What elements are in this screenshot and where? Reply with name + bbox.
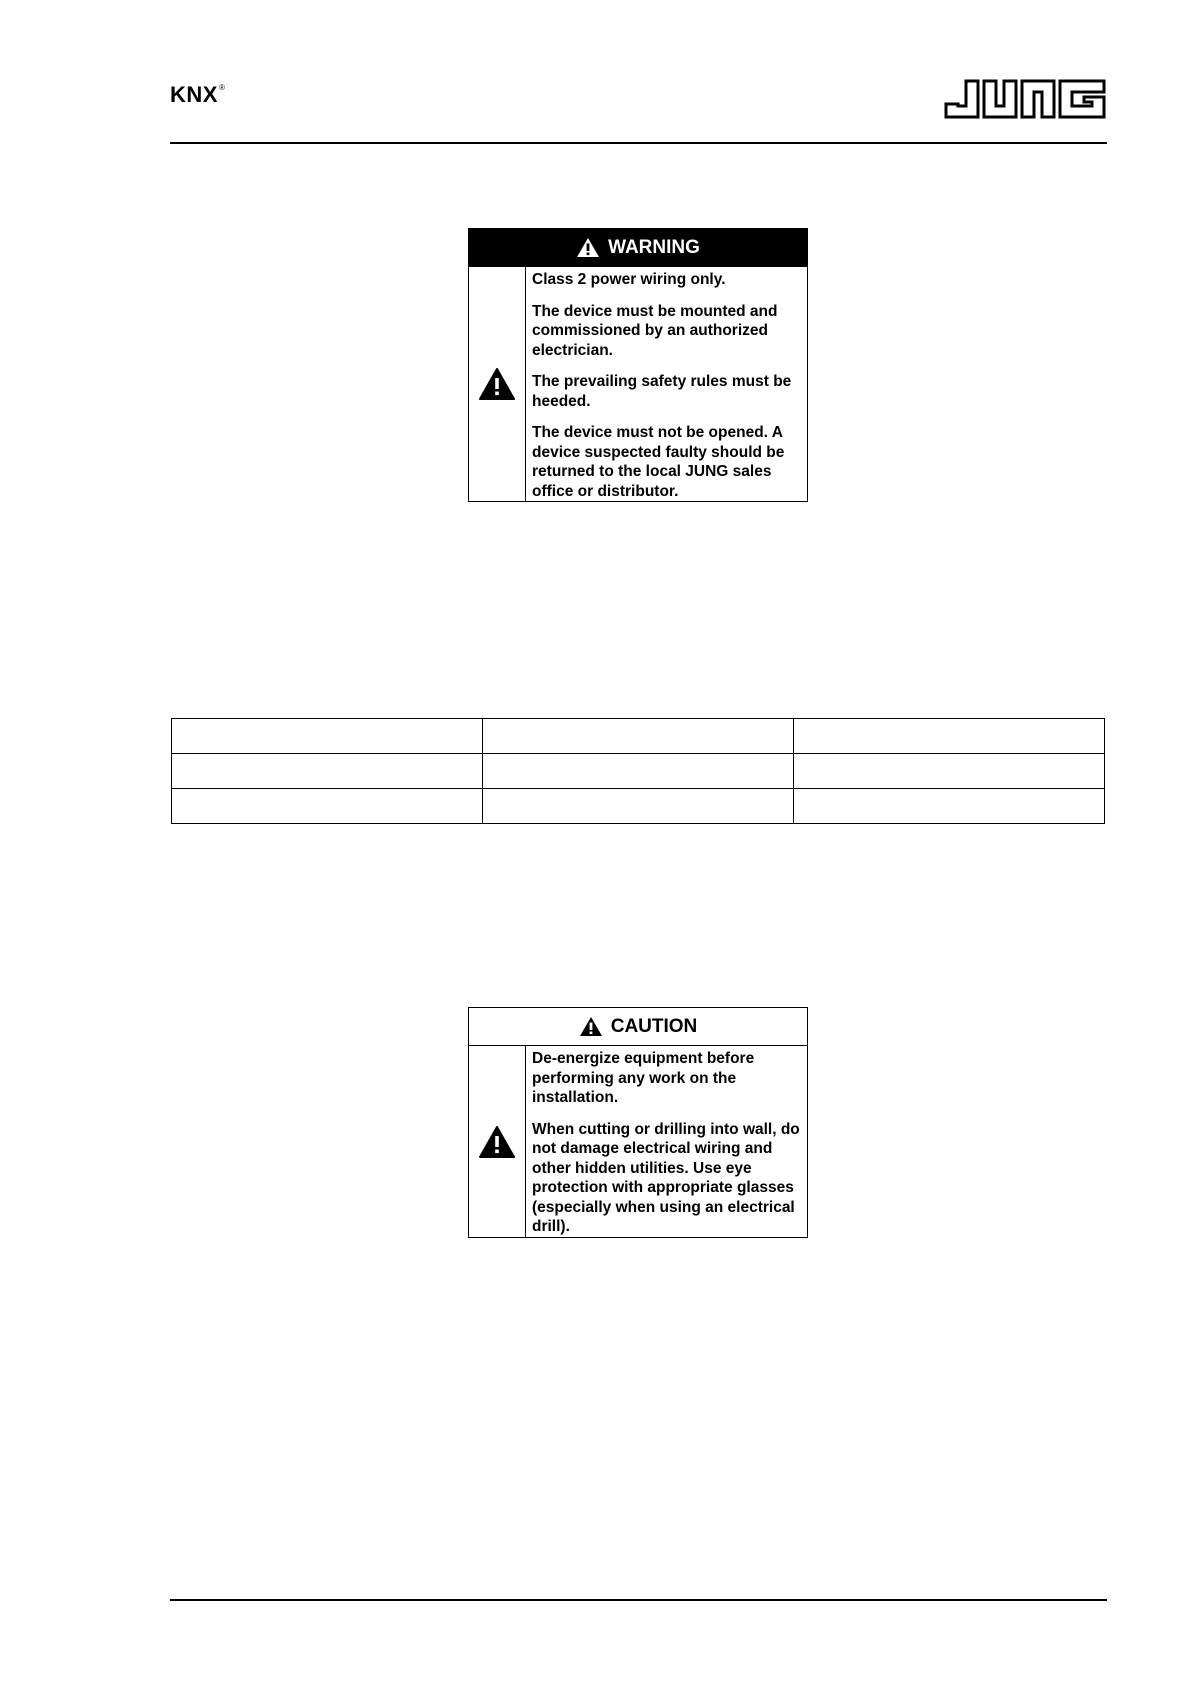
caution-notice bbox=[468, 1007, 808, 1238]
registered-mark: ® bbox=[218, 83, 226, 92]
table-cell bbox=[794, 789, 1105, 824]
table-cell bbox=[483, 719, 794, 754]
table-cell bbox=[794, 754, 1105, 789]
jung-logo bbox=[944, 78, 1107, 125]
table-row bbox=[172, 754, 1105, 789]
caution-header bbox=[469, 1008, 807, 1046]
table-cell bbox=[172, 789, 483, 824]
caution-triangle-icon bbox=[479, 1126, 515, 1158]
table-cell bbox=[794, 719, 1105, 754]
warning-text bbox=[526, 267, 807, 501]
caution-text bbox=[526, 1046, 807, 1237]
header-rule bbox=[170, 142, 1107, 144]
warning-header bbox=[469, 229, 807, 267]
caution-triangle-icon bbox=[579, 1016, 603, 1037]
knx-logo-text: KNX bbox=[170, 82, 218, 107]
warning-body bbox=[469, 267, 807, 501]
table-row bbox=[172, 719, 1105, 754]
caution-icon-cell bbox=[469, 1046, 526, 1237]
footer-rule bbox=[170, 1599, 1107, 1601]
caution-body bbox=[469, 1046, 807, 1237]
knx-logo bbox=[170, 82, 225, 108]
table-row bbox=[172, 789, 1105, 824]
table-cell bbox=[483, 789, 794, 824]
warning-triangle-icon bbox=[576, 237, 600, 258]
warning-paragraph: The device must be mounted and commissioned by an authorized electrician. bbox=[532, 302, 778, 359]
caution-paragraph: When cutting or drilling into wall, do not damage electrical wiring and other hidden utilities. Use eye protection with appropriate glasses (especially when using an electrical drill). bbox=[532, 1120, 800, 1235]
warning-icon-cell bbox=[469, 267, 526, 501]
warning-paragraph: The device must not be opened. A device suspected faulty should be returned to the local JUNG sales office or distributor. bbox=[532, 424, 785, 500]
warning-paragraph: The prevailing safety rules must be heeded. bbox=[532, 373, 792, 410]
warning-notice bbox=[468, 228, 808, 502]
caution-title: CAUTION bbox=[610, 1015, 698, 1037]
table-cell bbox=[172, 754, 483, 789]
caution-paragraph: De-energize equipment before performing any work on the installation. bbox=[532, 1050, 755, 1106]
data-table bbox=[171, 718, 1105, 824]
table-cell bbox=[172, 719, 483, 754]
warning-triangle-icon bbox=[479, 368, 515, 400]
jung-logo-graphic bbox=[944, 78, 1107, 120]
table-cell bbox=[483, 754, 794, 789]
warning-paragraph: Class 2 power wiring only. bbox=[532, 271, 726, 288]
warning-title: WARNING bbox=[608, 236, 700, 258]
